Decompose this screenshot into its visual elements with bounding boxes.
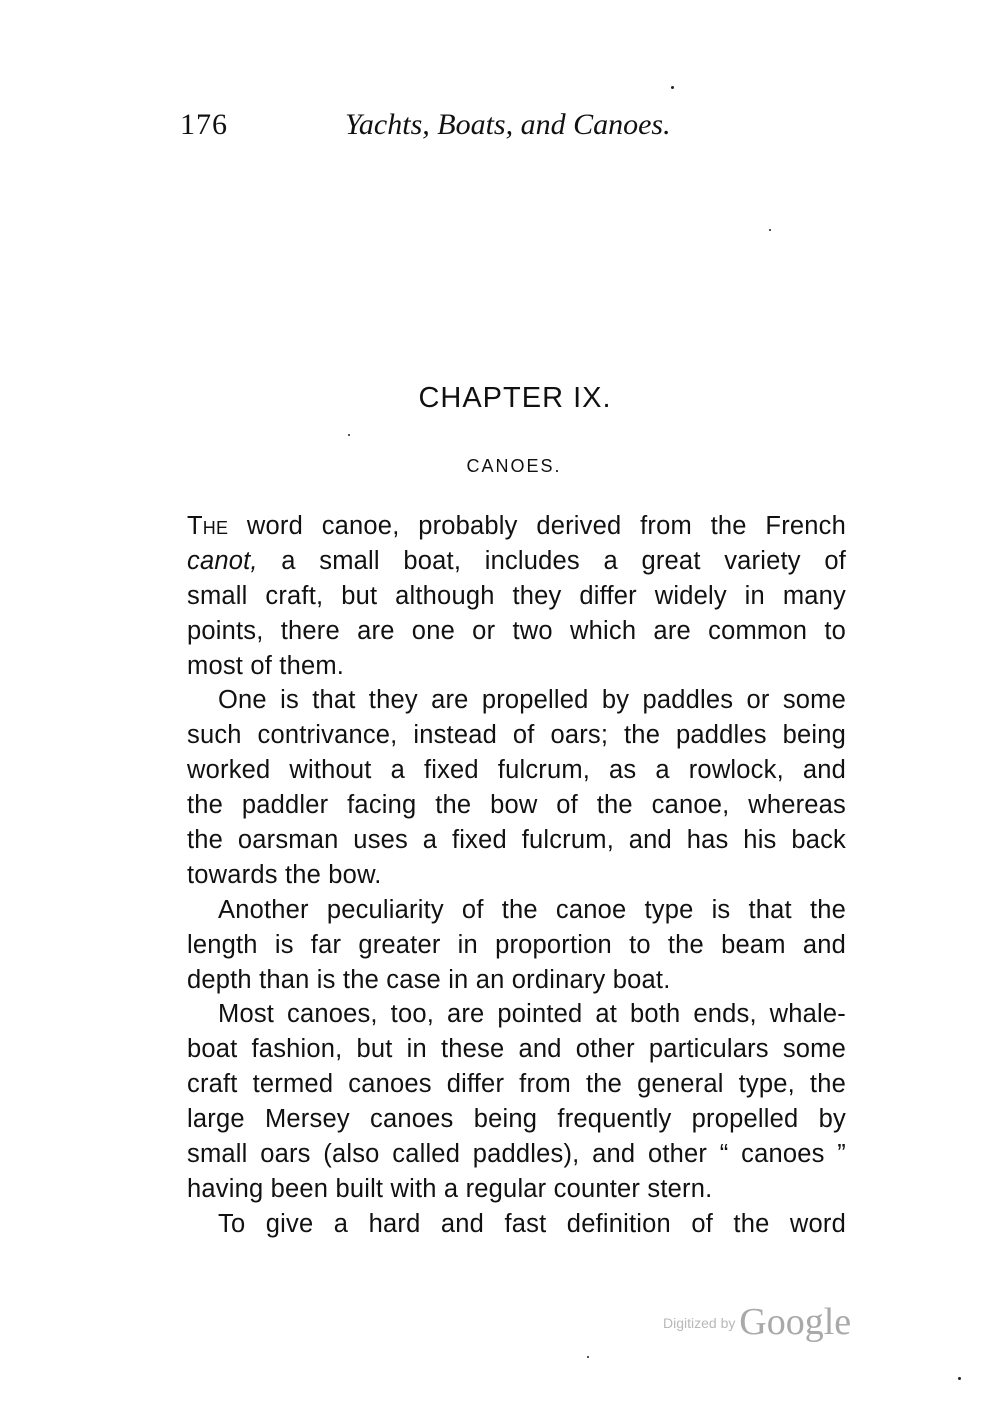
text-line: craft termed canoes differ from the general type, the xyxy=(187,1070,846,1099)
text-line: worked without a fixed fulcrum, as a rowlock, and xyxy=(187,756,846,785)
text-line: boat fashion, but in these and other particulars some xyxy=(187,1035,846,1064)
paragraph-3 xyxy=(187,893,846,998)
text-line: Most canoes, too, are pointed at both ends, whale- xyxy=(218,1000,846,1029)
text-line: the paddler facing the bow of the canoe, whereas xyxy=(187,791,846,820)
opening-word: The xyxy=(187,512,229,540)
scan-speck xyxy=(348,434,350,436)
text-line: the oarsman uses a fixed fulcrum, and has his back xyxy=(187,826,846,855)
text-line: Another peculiarity of the canoe type is that the xyxy=(218,895,846,924)
watermark-prefix: Digitized by xyxy=(663,1315,740,1331)
paragraph-2 xyxy=(187,683,846,892)
text-line: length is far greater in proportion to the beam and xyxy=(187,930,846,959)
scan-speck xyxy=(671,86,674,89)
text-line: having been built with a regular counter stern. xyxy=(187,1174,713,1203)
paragraph-1 xyxy=(187,509,846,683)
watermark-brand: Google xyxy=(739,1301,852,1343)
text-run: word canoe, probably derived from the French xyxy=(228,512,846,540)
text-line: small oars (also called paddles), and other “ canoes ” xyxy=(187,1140,846,1169)
text-line: such contrivance, instead of oars; the paddles being xyxy=(187,721,846,750)
text-line: large Mersey canoes being frequently propelled by xyxy=(187,1105,846,1134)
text-line xyxy=(187,509,846,544)
body-text xyxy=(187,509,846,1242)
text-line: small craft, but although they differ widely in many xyxy=(187,581,846,610)
scan-speck xyxy=(769,229,771,231)
paragraph-4 xyxy=(187,997,846,1206)
paragraph-5 xyxy=(187,1207,846,1242)
running-title: Yachts, Boats, and Canoes. xyxy=(345,108,671,141)
text-line: most of them. xyxy=(187,651,345,680)
chapter-heading: CHAPTER IX. xyxy=(418,382,612,414)
running-head xyxy=(180,108,700,152)
text-line: To give a hard and fast definition of the word xyxy=(218,1209,846,1238)
text-line: One is that they are propelled by paddles or some xyxy=(218,686,846,715)
scan-speck xyxy=(587,1356,589,1358)
text-run: a small boat, includes a great variety of xyxy=(257,546,846,575)
digitized-watermark xyxy=(663,1300,873,1350)
scan-speck xyxy=(958,1377,961,1380)
text-line: points, there are one or two which are common to xyxy=(187,616,846,645)
section-heading: CANOES. xyxy=(466,456,562,476)
page-number: 176 xyxy=(180,108,228,141)
text-line: towards the bow. xyxy=(187,860,382,889)
text-line: depth than is the case in an ordinary boat. xyxy=(187,965,671,994)
text-line xyxy=(187,544,846,579)
italic-term: canot, xyxy=(187,546,258,575)
